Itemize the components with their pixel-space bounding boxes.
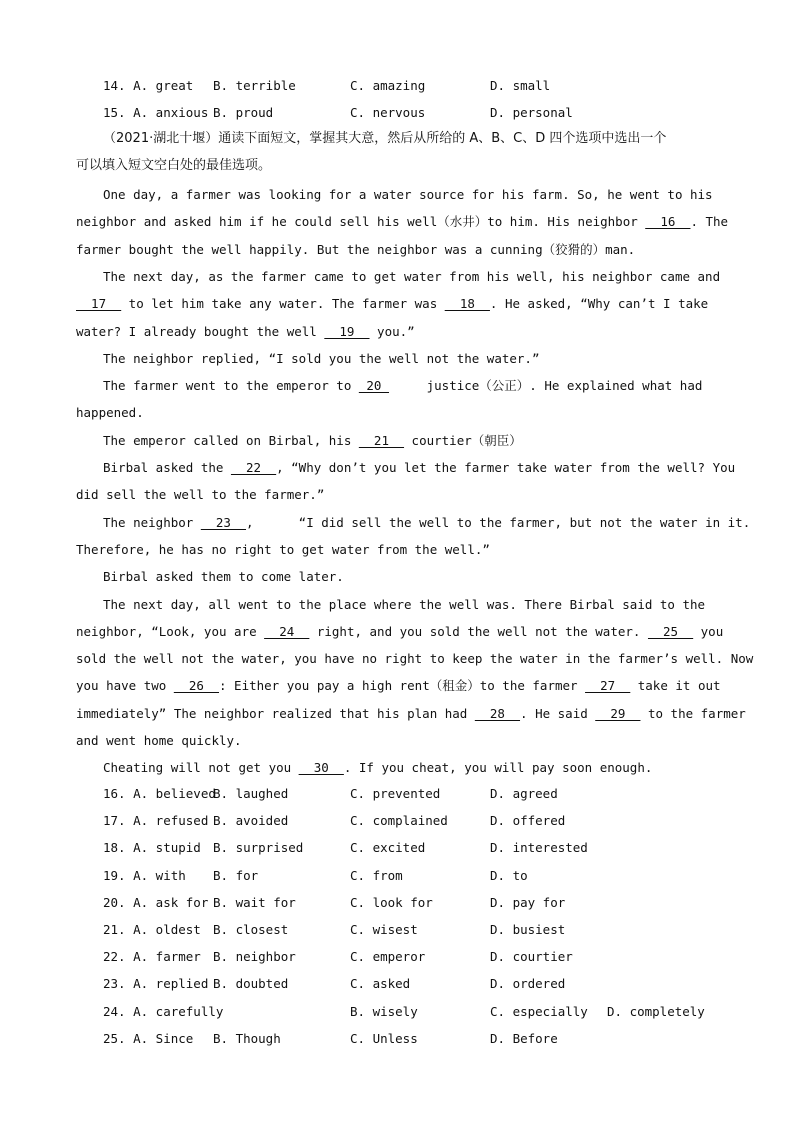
option-text: 21. A. oldest — [103, 922, 201, 937]
option-text: 20. A. ask for — [103, 894, 209, 910]
passage-line — [103, 187, 713, 203]
passage-text: happened. — [76, 405, 144, 421]
passage-text: . If you cheat, you will pay soon enough. — [343, 760, 653, 776]
option-text: C. look for — [350, 894, 433, 910]
passage-line — [103, 597, 705, 613]
passage-line — [76, 405, 144, 421]
answer-blank: __28__ — [474, 705, 521, 721]
passage-text: neighbor, “Look, you are — [76, 623, 265, 639]
passage-text: Birbal asked them to come later. — [103, 569, 344, 585]
answer-blank: __29__ — [595, 705, 641, 721]
passage-text: right, and you sold the well not the water. — [309, 623, 648, 639]
passage-text: sold the well not the water, you have no right to keep the water in the farmer’s well. Now — [76, 651, 754, 667]
option-text: D. agreed — [490, 786, 558, 801]
answer-blank: _20_ — [358, 378, 389, 394]
option-text: C. complained — [350, 813, 448, 829]
passage-text: take it out — [630, 678, 721, 694]
answer-blank: __25__ — [647, 623, 694, 639]
option-text: D. courtier — [490, 949, 573, 965]
passage-line — [103, 433, 522, 449]
passage-line — [76, 651, 753, 667]
passage-line — [76, 324, 415, 340]
option-text: C. from — [350, 867, 403, 883]
passage-text: justice（公正）. He explained what had — [388, 378, 703, 394]
passage-line — [103, 569, 344, 585]
answer-blank: __18__ — [444, 296, 490, 312]
option-text: D. personal — [490, 105, 573, 120]
answer-blank: __30__ — [298, 760, 344, 776]
option-text: B. laughed — [213, 786, 289, 801]
option-text: 14. A. great — [103, 78, 194, 93]
answer-blank: __21__ — [358, 432, 405, 448]
option-text: C. nervous — [350, 105, 426, 120]
option-text: B. for — [213, 867, 259, 883]
option-text: D. to — [490, 867, 528, 883]
passage-line — [76, 733, 242, 749]
passage-text: One day, a farmer was looking for a water source for his farm. So, he went to his — [103, 187, 713, 202]
passage-line — [76, 296, 708, 312]
passage-line — [76, 624, 723, 640]
passage-text: The farmer went to the emperor to — [103, 378, 359, 394]
answer-blank: __27__ — [585, 678, 631, 694]
answer-blank: __24__ — [264, 623, 310, 639]
passage-text: immediately” The neighbor realized that his plan had — [76, 705, 475, 721]
option-text: C. amazing — [350, 78, 426, 93]
option-text: 23. A. replied — [103, 976, 209, 992]
option-text: B. closest — [213, 922, 289, 937]
option-text: C. asked — [350, 976, 411, 992]
passage-text: farmer bought the well happily. But the neighbor was a cunning（狡猾的）man. — [76, 241, 636, 257]
option-text: D. Before — [490, 1030, 558, 1046]
option-text: B. avoided — [213, 813, 289, 829]
passage-line — [76, 678, 721, 694]
option-text: 15. A. anxious — [103, 105, 209, 120]
passage-text: The neighbor — [103, 514, 201, 530]
option-text: 22. A. farmer — [103, 949, 201, 965]
answer-blank: __23__ — [200, 514, 246, 530]
option-text: D. completely — [607, 1003, 705, 1019]
passage-line — [103, 515, 750, 531]
option-text: B. wisely — [350, 1003, 418, 1019]
answer-blank: __16__ — [645, 214, 691, 230]
passage-text: did sell the well to the farmer.” — [76, 487, 325, 503]
passage-text: The neighbor replied, “I sold you the well not the water.” — [103, 350, 540, 366]
passage-text: The emperor called on Birbal, his — [103, 432, 359, 448]
answer-blank: __22__ — [230, 460, 277, 475]
option-text: B. wait for — [213, 894, 296, 910]
passage-line — [76, 242, 635, 258]
option-text: D. small — [490, 78, 551, 93]
passage-text: courtier（朝臣） — [404, 432, 522, 448]
option-text: D. pay for — [490, 894, 566, 910]
passage-text: and went home quickly. — [76, 733, 242, 748]
passage-text: you.” — [369, 323, 415, 339]
option-text: 19. A. with — [103, 867, 186, 883]
passage-text: neighbor and asked him if he could sell his well（水井）to him. His neighbor — [76, 214, 646, 230]
passage-text: to let him take any water. The farmer was — [121, 296, 445, 312]
passage-line — [103, 760, 652, 776]
passage-text: : Either you pay a high rent（租金）to the farmer — [219, 678, 586, 694]
option-text: D. busiest — [490, 922, 566, 937]
option-text: B. surprised — [213, 840, 304, 856]
passage-text: , “I did sell the well to the farmer, but not the water in it. — [246, 514, 751, 530]
passage-text: Cheating will not get you — [103, 760, 299, 776]
passage-text: you have two — [76, 678, 174, 694]
option-text: D. ordered — [490, 976, 566, 992]
option-text: C. especially — [490, 1003, 588, 1019]
option-text: C. prevented — [350, 786, 441, 801]
answer-blank: __26__ — [173, 678, 219, 694]
option-text: 24. A. carefully — [103, 1003, 224, 1019]
passage-text: The next day, all went to the place where the well was. There Birbal said to the — [103, 596, 706, 612]
passage-line — [76, 487, 324, 503]
passage-line — [103, 460, 735, 476]
passage-text: to the farmer — [640, 705, 746, 721]
option-text: B. doubted — [213, 976, 289, 992]
passage-line — [103, 351, 540, 367]
passage-line — [76, 542, 490, 558]
option-text: 16. A. believed — [103, 786, 216, 801]
passage-text: The next day, as the farmer came to get water from his well, his neighbor came and — [103, 268, 721, 284]
passage-line — [76, 706, 746, 722]
option-text: C. Unless — [350, 1030, 418, 1046]
option-text: B. proud — [213, 105, 274, 120]
passage-line — [103, 378, 702, 394]
option-text: 17. A. refused — [103, 813, 209, 829]
option-text: B. terrible — [213, 78, 296, 93]
option-text: D. interested — [490, 840, 588, 856]
option-text: 25. A. Since — [103, 1030, 194, 1046]
passage-text: water? I already bought the well — [76, 323, 325, 339]
passage-text: you — [693, 623, 724, 639]
option-text: C. excited — [350, 840, 426, 856]
answer-blank: __19__ — [324, 323, 370, 339]
passage-text: . He asked, “Why can’t I take — [489, 296, 709, 312]
passage-text: . He said — [520, 705, 596, 721]
option-text: C. wisest — [350, 922, 418, 937]
option-text: B. neighbor — [213, 949, 296, 965]
passage-text: Birbal asked the — [103, 460, 231, 475]
passage-text: , “Why don’t you let the farmer take water from the well? You — [276, 460, 736, 475]
passage-line — [103, 269, 720, 285]
passage-line — [76, 214, 728, 230]
instructions-line: （2021·湖北十堰）通读下面短文，掌握其大意，然后从所给的 A、B、C、D 四个选项中选出一个 — [103, 131, 667, 146]
option-text: 18. A. stupid — [103, 840, 201, 856]
passage-text: . The — [690, 214, 729, 230]
instructions-line: 可以填入短文空白处的最佳选项。 — [76, 158, 272, 173]
option-text: B. Though — [213, 1030, 281, 1046]
option-text: D. offered — [490, 813, 566, 829]
passage-text: Therefore, he has no right to get water from the well.” — [76, 541, 490, 557]
option-text: C. emperor — [350, 949, 426, 965]
answer-blank: __17__ — [76, 296, 122, 312]
